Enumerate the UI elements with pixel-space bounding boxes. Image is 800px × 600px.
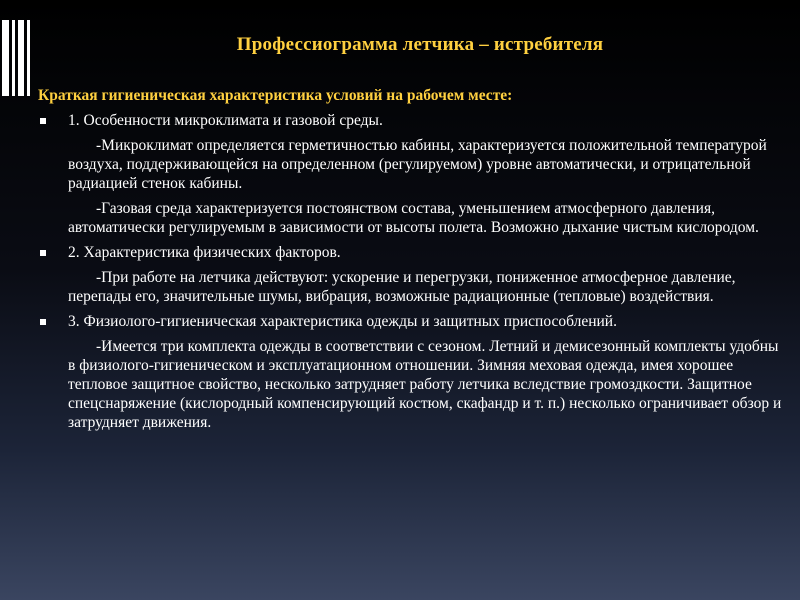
- section-2-paragraph-1: -При работе на летчика действуют: ускорение и перегрузки, пониженное атмосферное давление, перепады его, значительные шумы, вибрация, возможные радиационные (тепловые) воздействия.: [68, 269, 736, 305]
- decor-bar: [27, 20, 30, 96]
- section-heading-1: 1. Особенности микроклимата и газовой среды.: [38, 111, 788, 130]
- decor-bar: [2, 20, 9, 96]
- slide-content: [38, 111, 788, 438]
- section-1-paragraph-2: -Газовая среда характеризуется постоянством состава, уменьшением атмосферного давления, автоматически регулируемым в зависимости от высоты полета. Возможно дыхание чистым кислородом.: [68, 200, 759, 236]
- section-heading-3: 3. Физиолого-гигиеническая характеристика одежды и защитных приспособлений.: [38, 312, 788, 331]
- section-heading-2: 2. Характеристика физических факторов.: [38, 243, 788, 262]
- slide-subtitle: Краткая гигиеническая характеристика условий на рабочем месте:: [38, 87, 513, 104]
- section-1-paragraph-1: -Микроклимат определяется герметичностью кабины, характеризуется положительной температурой воздуха, поддерживающейся на определенном (регулируемом) уровне автоматически, и отрицательной радиацией стенок кабины.: [68, 137, 767, 192]
- decor-bar: [12, 20, 15, 96]
- section-3-paragraph-1: -Имеется три комплекта одежды в соответствии с сезоном. Летний и демисезонный комплекты удобны в физиолого-гигиеническом и эксплуатационном отношении. Зимняя меховая одежда, имея хорошее тепловое защитное свойство, несколько затрудняет работу летчика вследствие громоздкости. Защитное спецснаряжение (кислородный компенсирующий костюм, скафандр и т. п.) несколько ограничивает обзор и затрудняет движения.: [68, 338, 782, 431]
- slide-title: Профессиограмма летчика – истребителя: [236, 34, 604, 55]
- decor-bar: [18, 20, 24, 96]
- decorative-bars: [0, 20, 34, 96]
